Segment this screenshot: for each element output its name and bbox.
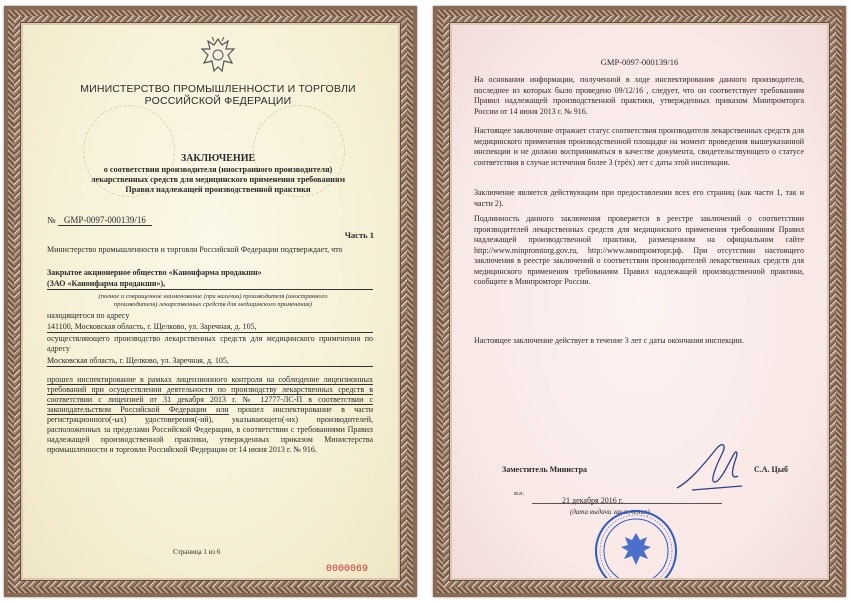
deputy-minister-label: Заместитель Министра bbox=[502, 465, 588, 474]
located-label: находящегося по адресу bbox=[47, 311, 130, 320]
conclusion-page-2 bbox=[433, 6, 846, 597]
production-label: осуществляющего производство лекарственных средств для медицинского применения по адресу bbox=[47, 334, 373, 353]
document-title: ЗАКЛЮЧЕНИЕ bbox=[180, 153, 256, 164]
part-label: Часть 1 bbox=[344, 230, 374, 240]
paragraph-registry: Подлинность данного заключения проверяется в реестре заключений о соответствии производителей лекарственных средств для медицинского применения требованиям Правил надлежащей производственной практики, размещенном на официальном сайте http://www.minpromtorg.gov.ru, http://www.минпромторг.рф. При отсутствии настоящего заключения в реестре заключений о соответствии производителей лекарственных средств для медицинского применения требованиям Правил надлежащей производственной практики, сообщите в Минпромторг России. bbox=[474, 214, 804, 286]
conclusion-page-1 bbox=[4, 6, 417, 597]
signature-icon bbox=[672, 440, 752, 500]
production-address: Московская область, г. Щелково, ул. Заречная, д. 105, bbox=[47, 356, 373, 367]
page-number: Страница 1 из 6 bbox=[173, 548, 221, 556]
ministry-name: МИНИСТЕРСТВО ПРОМЫШЛЕННОСТИ И ТОРГОВЛИ РОССИЙСКОЙ ФЕДЕРАЦИИ bbox=[80, 83, 356, 107]
signer-name: С.А. Цыб bbox=[754, 465, 789, 474]
serial-number: 0000069 bbox=[325, 564, 368, 575]
company-name-short: (ЗАО «Канонфарма продакшн»), bbox=[47, 279, 373, 290]
paragraph-duration: Настоящее заключение действует в течение 3 лет с даты окончания инспекции. bbox=[474, 336, 744, 345]
paragraph-status: Настоящее заключение отражает статус соответствия производителя лекарственных средств для медицинского применения производственной площадке на момент проведения вышеуказанной инспекции и не должно восприниматься в качестве документа, свидетельствующего о статусе соответствия в случае истечения более 3 (трёх) лет с даты этой инспекции. bbox=[474, 126, 804, 167]
paragraph-basis: На основании информации, полученной в ходе инспектирования данного производителя, последнее из которых было проведено 09/12/16 , следует, что он соответствует требованиям Правил надлежащей производственной практики, утвержденных приказом Минпромторга России от 14 июня 2013 г. № 916. bbox=[474, 75, 804, 116]
page-2-paper bbox=[452, 25, 827, 578]
legal-address: 141100, Московская область, г. Щелково, ул. Заречная, д. 105, bbox=[47, 322, 373, 333]
coat-of-arms-icon bbox=[198, 35, 238, 79]
company-name-note: (полное и сокращенное наименование (при наличии) производителя (иностранного производителя) лекарственных средств для медицинского применения) bbox=[98, 293, 328, 308]
issue-date-note: (дата выдачи заключения) bbox=[570, 508, 650, 516]
official-seal-icon bbox=[594, 509, 678, 578]
issue-date: 21 декабря 2016 г. bbox=[562, 496, 624, 505]
company-name-full: Закрытое акционерное общество «Канонфарма продакшн» bbox=[47, 268, 262, 277]
page-1-paper bbox=[23, 25, 398, 578]
certificate-number: GMP-0097-000139/16 bbox=[58, 215, 152, 226]
seal-place-label: м.п. bbox=[514, 491, 525, 497]
certificate-number-line: № GMP-0097-000139/16 bbox=[47, 215, 152, 225]
certificate-number-header: GMP-0097-000139/16 bbox=[600, 57, 679, 67]
intro-text: Министерство промышленности и торговли Российской Федерации подтверждает, что bbox=[47, 245, 343, 254]
inspection-text: прошел инспектирование в рамках лицензионного контроля на соблюдение лицензионных требований при осуществлении деятельности по производству лекарственных средств в соответствии с лицензией от 31 декабря 2013 г. № 12777-ЛС-П в соответствии с законодательством Российской Федерации или прошел инспектирование в части регистрационного(-ых) удостоверения(-ий), указывающего(-их) производителей, расположенных за пределами Российской Федерации, в соответствии с требованиями Правил надлежащей производственной практики, утвержденных приказом Министерства промышленности и торговли Российской Федерации от 14 июня 2013 г. № 916. bbox=[47, 375, 374, 454]
paragraph-validity-pages: Заключение является действующим при предоставлении всех его страниц (как части 1, так и части 2). bbox=[474, 188, 804, 208]
document-subtitle: о соответствии производителя (иностранного производителя) лекарственных средств для медицинского применения требованиям Правил надлежащей производственной практики bbox=[90, 165, 346, 194]
